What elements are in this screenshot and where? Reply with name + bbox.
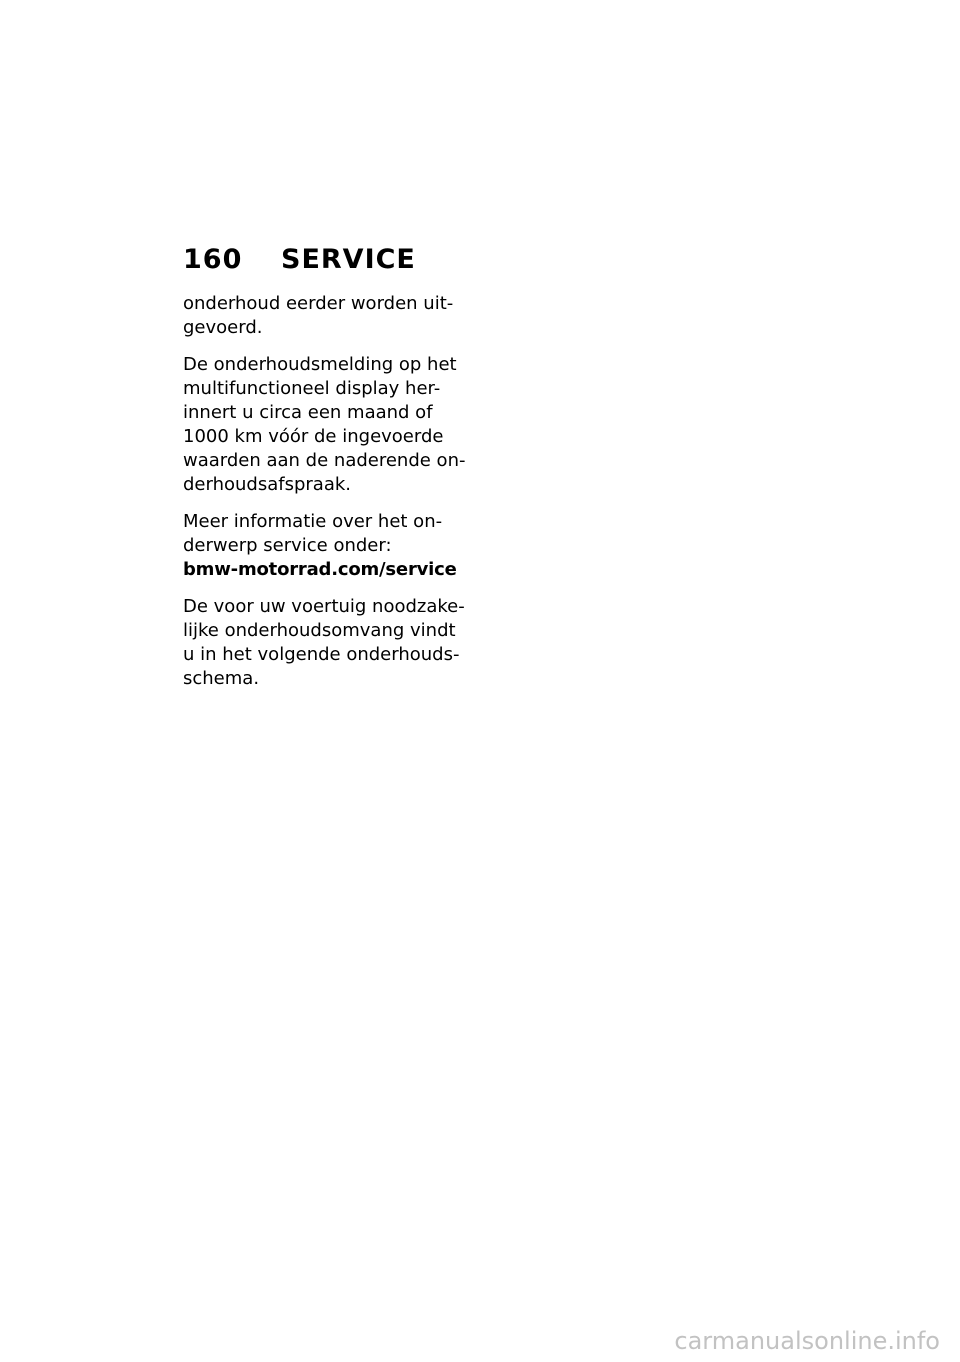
- page-header: [183, 240, 483, 280]
- paragraph-service-reminder: [183, 353, 466, 497]
- text-line: De onderhoudsmelding op het: [183, 354, 457, 375]
- text-line: gevoerd.: [183, 317, 263, 338]
- text-line: lijke onderhoudsomvang vindt: [183, 620, 456, 641]
- paragraph-continuation: [183, 292, 458, 340]
- text-line: onderhoud eerder worden uit-: [183, 293, 454, 314]
- text-line: Meer informatie over het on-: [183, 511, 443, 532]
- text-line: derhoudsafspraak.: [183, 474, 351, 495]
- text-line: multifunctioneel display her-: [183, 378, 441, 399]
- section-title: SERVICE: [281, 244, 416, 275]
- paragraph-maintenance-schedule: [183, 595, 465, 691]
- text-line: schema.: [183, 668, 260, 689]
- service-url-link[interactable]: bmw-motorrad.com/service: [183, 559, 457, 580]
- text-line: 1000 km vóór de ingevoerde: [183, 426, 444, 447]
- body-text: [183, 292, 466, 704]
- text-line: waarden aan de naderende on-: [183, 450, 466, 471]
- page-number: 160: [183, 244, 243, 275]
- text-line: derwerp service onder:: [183, 535, 392, 556]
- text-line: innert u circa een maand of: [183, 402, 433, 423]
- text-line: De voor uw voertuig noodzake-: [183, 596, 465, 617]
- text-line: u in het volgende onderhouds-: [183, 644, 460, 665]
- watermark: carmanualsonline.info: [674, 1327, 940, 1355]
- paragraph-more-info: [183, 510, 458, 582]
